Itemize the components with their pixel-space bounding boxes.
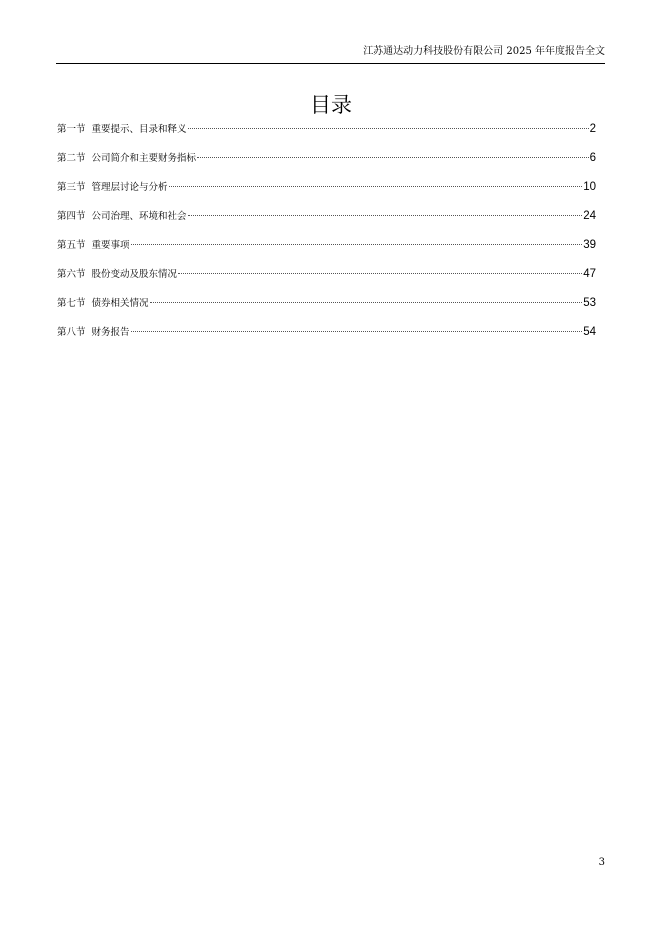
toc-section-number: 第七节	[57, 298, 86, 309]
page-number: 3	[598, 857, 605, 868]
toc-section-title: 公司治理、环境和社会	[91, 211, 187, 222]
toc-dot-leader	[178, 273, 582, 274]
toc-entry-label	[57, 267, 177, 283]
toc-entry-label	[57, 151, 196, 167]
toc-entry-1[interactable]	[57, 121, 596, 150]
toc-entry-label	[57, 296, 149, 312]
toc-page-number: 39	[583, 239, 596, 251]
toc-section-number: 第二节	[57, 153, 86, 164]
toc-dot-leader	[131, 244, 583, 245]
toc-entry-5[interactable]	[57, 237, 596, 266]
toc-entry-label	[57, 325, 130, 341]
toc-entry-label	[57, 238, 130, 254]
toc-dot-leader	[197, 157, 589, 158]
toc-section-number: 第八节	[57, 327, 86, 338]
header-divider	[56, 63, 605, 64]
toc-dot-leader	[188, 215, 583, 216]
toc-entry-label	[57, 122, 187, 138]
toc-entry-8[interactable]	[57, 324, 596, 353]
toc-section-number: 第一节	[57, 124, 86, 135]
toc-section-title: 管理层讨论与分析	[91, 182, 168, 193]
toc-section-title: 债券相关情况	[91, 298, 149, 309]
toc-dot-leader	[188, 128, 589, 129]
toc-section-title: 重要提示、目录和释义	[91, 124, 187, 135]
toc-page-number: 53	[583, 297, 596, 309]
toc-entry-6[interactable]	[57, 266, 596, 295]
toc-entry-4[interactable]	[57, 208, 596, 237]
toc-entry-2[interactable]	[57, 150, 596, 179]
toc-entry-7[interactable]	[57, 295, 596, 324]
toc-section-number: 第五节	[57, 240, 86, 251]
toc-page-number: 24	[583, 210, 596, 222]
toc-dot-leader	[150, 302, 583, 303]
page-title: 目录	[310, 93, 352, 117]
toc-entry-label	[57, 180, 168, 196]
toc-section-number: 第四节	[57, 211, 86, 222]
toc-entry-label	[57, 209, 187, 225]
toc-page-number: 10	[583, 181, 596, 193]
toc-section-title: 重要事项	[91, 240, 130, 251]
toc-page-number: 2	[589, 123, 596, 135]
toc-entry-3[interactable]	[57, 179, 596, 208]
toc-dot-leader	[169, 186, 583, 187]
toc-section-number: 第三节	[57, 182, 86, 193]
toc-section-title: 公司简介和主要财务指标	[91, 153, 197, 164]
toc-page-number: 47	[583, 268, 596, 280]
toc-page-number: 6	[589, 152, 596, 164]
toc-section-title: 股份变动及股东情况	[91, 269, 178, 280]
toc-section-number: 第六节	[57, 269, 86, 280]
toc-page-number: 54	[583, 326, 596, 338]
table-of-contents	[57, 121, 596, 353]
toc-dot-leader	[131, 331, 583, 332]
running-header: 江苏通达动力科技股份有限公司 2025 年年度报告全文	[363, 46, 605, 57]
toc-section-title: 财务报告	[91, 327, 130, 338]
